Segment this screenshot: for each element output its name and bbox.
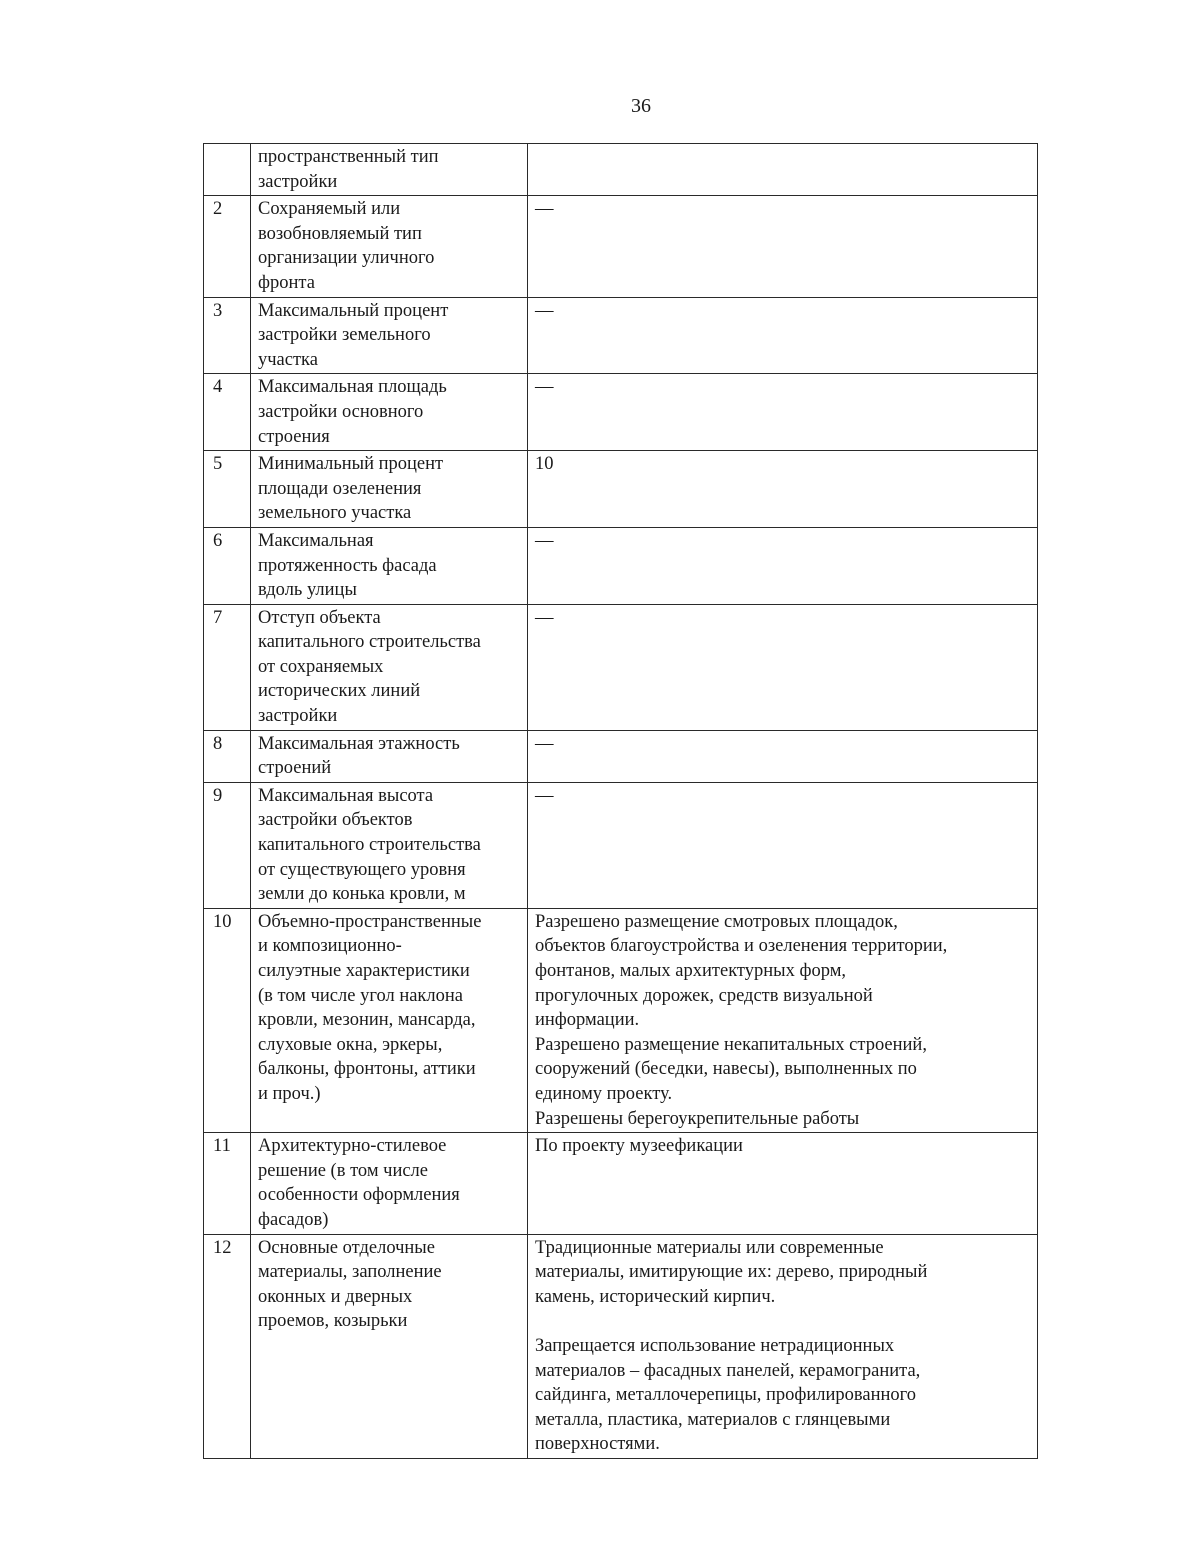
parameter-name-line: капитального строительства	[258, 835, 481, 856]
requirements-table-body	[204, 144, 1038, 1459]
parameter-value-line: металла, пластика, материалов с глянцевыми	[535, 1409, 891, 1430]
row-number: 4	[204, 374, 251, 451]
parameter-name-line: и проч.)	[258, 1083, 321, 1104]
parameter-name-line: от сохраняемых	[258, 656, 384, 677]
parameter-name-cell	[251, 1133, 528, 1234]
parameter-name-line: возобновляемый тип	[258, 223, 422, 244]
parameter-value-line: По проекту музеефикации	[535, 1136, 743, 1157]
parameter-name-line: протяженность фасада	[258, 555, 437, 576]
parameter-value-line: —	[535, 785, 554, 806]
parameter-value-cell	[528, 604, 1038, 730]
parameter-value-line: объектов благоустройства и озеленения территории,	[535, 936, 948, 957]
table-row	[204, 604, 1038, 730]
parameter-name-line: особенности оформления	[258, 1185, 460, 1206]
parameter-name-line: застройки	[258, 171, 338, 192]
row-number: 11	[204, 1133, 251, 1234]
table-row	[204, 196, 1038, 297]
parameter-value-line: —	[535, 530, 554, 551]
parameter-value-cell	[528, 527, 1038, 604]
row-number: 8	[204, 730, 251, 782]
table-row	[204, 451, 1038, 528]
parameter-value-cell	[528, 374, 1038, 451]
parameter-name-line: вдоль улицы	[258, 580, 357, 601]
parameter-name-line: Сохраняемый или	[258, 199, 401, 220]
parameter-value-line: информации.	[535, 1010, 640, 1031]
parameter-name-line: оконных и дверных	[258, 1286, 413, 1307]
table-row	[204, 1133, 1038, 1234]
parameter-name-line: Отступ объекта	[258, 607, 381, 628]
parameter-name-line: фасадов)	[258, 1209, 329, 1230]
row-number: 3	[204, 297, 251, 374]
parameter-value-line: поверхностями.	[535, 1434, 660, 1455]
parameter-value-line: Разрешены берегоукрепительные работы	[535, 1108, 860, 1129]
parameter-name-line: фронта	[258, 272, 315, 293]
parameter-name-line: (в том числе угол наклона	[258, 985, 464, 1006]
parameter-value-cell	[528, 782, 1038, 908]
table-row	[204, 1234, 1038, 1458]
parameter-name-line: Максимальная этажность	[258, 733, 460, 754]
parameter-name-line: Объемно-пространственные	[258, 911, 482, 932]
parameter-value-cell	[528, 1234, 1038, 1458]
row-number: 5	[204, 451, 251, 528]
parameter-value-line: материалы, имитирующие их: дерево, природный	[535, 1262, 928, 1283]
table-row	[204, 782, 1038, 908]
requirements-table	[203, 143, 1038, 1459]
parameter-name-line: земельного участка	[258, 503, 412, 524]
row-number: 2	[204, 196, 251, 297]
row-number: 10	[204, 908, 251, 1132]
parameter-name-cell	[251, 144, 528, 196]
parameter-name-line: от существующего уровня	[258, 859, 466, 880]
parameter-name-cell	[251, 730, 528, 782]
parameter-value-line: —	[535, 199, 554, 220]
table-row	[204, 144, 1038, 196]
table-row	[204, 527, 1038, 604]
paragraph-gap	[535, 1309, 1030, 1334]
parameter-value-cell	[528, 144, 1038, 196]
parameter-name-cell	[251, 527, 528, 604]
parameter-name-line: земли до конька кровли, м	[258, 884, 466, 905]
parameter-value-line: Разрешено размещение смотровых площадок,	[535, 911, 898, 932]
row-number: 12	[204, 1234, 251, 1458]
row-number: 7	[204, 604, 251, 730]
parameter-name-line: решение (в том числе	[258, 1160, 429, 1181]
parameter-value-line: сайдинга, металлочерепицы, профилированного	[535, 1385, 917, 1406]
table-row	[204, 908, 1038, 1132]
parameter-name-line: застройки	[258, 706, 338, 727]
parameter-value-line: камень, исторический кирпич.	[535, 1286, 776, 1307]
parameter-name-line: исторических линий	[258, 681, 421, 702]
parameter-name-cell	[251, 604, 528, 730]
parameter-name-line: проемов, козырьки	[258, 1311, 408, 1332]
parameter-value-cell	[528, 196, 1038, 297]
parameter-name-cell	[251, 374, 528, 451]
parameter-name-cell	[251, 451, 528, 528]
parameter-name-line: Минимальный процент	[258, 454, 444, 475]
parameter-name-line: слуховые окна, эркеры,	[258, 1034, 443, 1055]
parameter-name-line: строений	[258, 758, 332, 779]
parameter-value-cell	[528, 1133, 1038, 1234]
parameter-value-line: Разрешено размещение некапитальных строений,	[535, 1034, 927, 1055]
row-number: 6	[204, 527, 251, 604]
parameter-value-line: —	[535, 300, 554, 321]
table-row	[204, 730, 1038, 782]
parameter-name-cell	[251, 908, 528, 1132]
parameter-name-line: застройки земельного	[258, 325, 431, 346]
parameter-name-line: силуэтные характеристики	[258, 961, 470, 981]
parameter-name-line: Архитектурно-стилевое	[258, 1136, 447, 1157]
parameter-name-line: капитального строительства	[258, 632, 481, 653]
parameter-value-cell	[528, 451, 1038, 528]
parameter-name-line: Максимальная площадь	[258, 377, 447, 398]
parameter-name-line: Основные отделочные	[258, 1237, 435, 1258]
parameter-value-line: прогулочных дорожек, средств визуальной	[535, 985, 873, 1006]
parameter-value-cell	[528, 730, 1038, 782]
parameter-value-line: единому проекту.	[535, 1083, 673, 1104]
parameter-name-cell	[251, 1234, 528, 1458]
parameter-name-line: площади озеленения	[258, 478, 422, 499]
parameter-name-cell	[251, 196, 528, 297]
parameter-name-line: организации уличного	[258, 248, 435, 269]
parameter-value-line: —	[535, 733, 554, 754]
table-row	[204, 297, 1038, 374]
parameter-name-line: застройки основного	[258, 401, 424, 422]
parameter-name-line: Максимальный процент	[258, 300, 449, 321]
parameter-name-line: и композиционно-	[258, 936, 402, 957]
parameter-value-cell	[528, 908, 1038, 1132]
parameter-name-line: участка	[258, 349, 318, 370]
parameter-name-line: материалы, заполнение	[258, 1262, 442, 1283]
parameter-name-line: Максимальная	[258, 530, 374, 551]
table-row	[204, 374, 1038, 451]
parameter-value-line: 10	[535, 454, 554, 475]
parameter-name-cell	[251, 297, 528, 374]
row-number: 9	[204, 782, 251, 908]
parameter-name-line: застройки объектов	[258, 810, 413, 831]
parameter-name-line: Максимальная высота	[258, 785, 434, 806]
parameter-value-line: фонтанов, малых архитектурных форм,	[535, 961, 847, 981]
parameter-value-line: материалов – фасадных панелей, керамогранита,	[535, 1360, 921, 1381]
page-number: 36	[631, 95, 651, 117]
row-number	[204, 144, 251, 196]
parameter-value-line: —	[535, 607, 554, 628]
parameter-name-line: строения	[258, 426, 330, 447]
parameter-value-line: Запрещается использование нетрадиционных	[535, 1335, 895, 1356]
parameter-name-cell	[251, 782, 528, 908]
parameter-value-line: Традиционные материалы или современные	[535, 1237, 884, 1258]
parameter-value-line: сооружений (беседки, навесы), выполненных по	[535, 1059, 917, 1080]
parameter-name-line: пространственный тип	[258, 147, 439, 167]
parameter-value-cell	[528, 297, 1038, 374]
parameter-value-line: —	[535, 377, 554, 398]
parameter-name-line: балконы, фронтоны, аттики	[258, 1059, 476, 1080]
parameter-name-line: кровли, мезонин, мансарда,	[258, 1010, 476, 1031]
